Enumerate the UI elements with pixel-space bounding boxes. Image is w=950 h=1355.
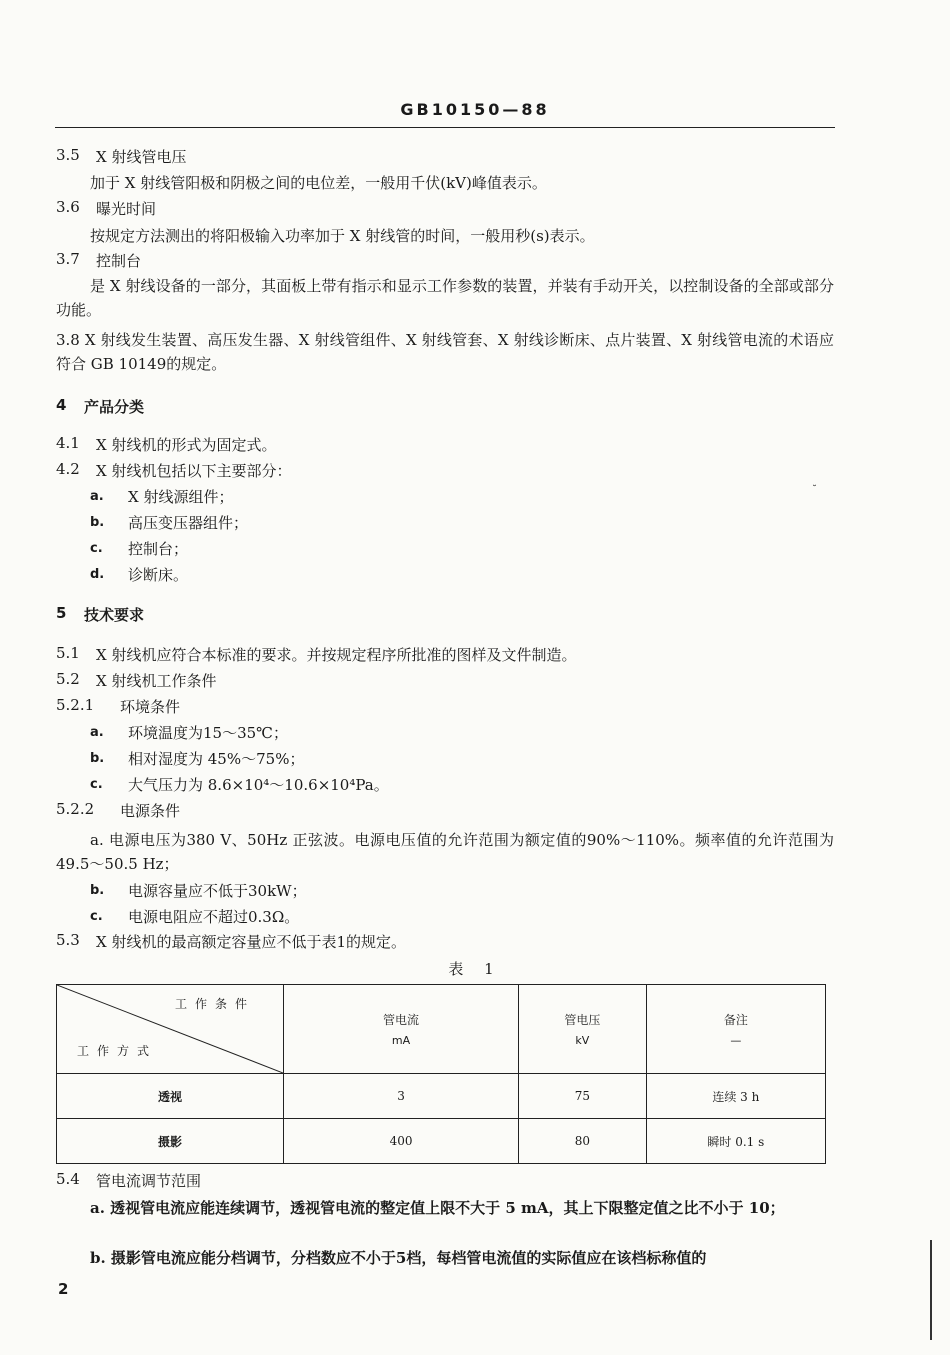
clause-3-7-title: 控制台 [96, 252, 142, 270]
list-item-letter: c. [90, 909, 103, 924]
rated-capacity-table [56, 984, 826, 1164]
clause-5-4-item-a: a. 透视管电流应能连续调节，透视管电流的整定值上限不大于 5 mA，其上下限整定值之比不小于 10； [90, 1199, 785, 1217]
column-header-label: 管电流 [383, 1013, 420, 1027]
clause-5-4-title: 管电流调节范围 [96, 1172, 202, 1190]
clause-4-2-number: 4.2 [56, 460, 80, 478]
table-row [57, 1074, 826, 1119]
list-item-text: 相对湿度为 45%～75%； [128, 750, 305, 768]
list-item-letter: b. [90, 883, 105, 898]
clause-4-1-text: X 射线机的形式为固定式。 [96, 436, 277, 454]
column-header-unit: — [730, 1034, 742, 1047]
section-4-title: 产品分类 [84, 398, 145, 416]
table-cell-mode: 摄影 [57, 1119, 284, 1164]
column-header [519, 985, 647, 1074]
column-header [284, 985, 519, 1074]
list-item-letter: d. [90, 567, 105, 582]
list-item-letter: c. [90, 541, 103, 556]
column-header-label: 备注 [723, 1013, 748, 1027]
clause-5-4-item-b: b. 摄影管电流应能分档调节，分档数应不小于5档，每档管电流值的实际值应在该档标称值的 [90, 1249, 707, 1267]
section-4-number: 4 [56, 396, 67, 414]
clause-5-1-number: 5.1 [56, 644, 80, 662]
list-item-text: 电源电阻应不超过0.3Ω。 [128, 908, 300, 926]
clause-4-2-text: X 射线机包括以下主要部分： [96, 462, 292, 480]
clause-4-1-number: 4.1 [56, 434, 80, 452]
list-item-letter: a. [90, 725, 104, 740]
clause-5-3-text: X 射线机的最高额定容量应不低于表1的规定。 [96, 933, 406, 951]
clause-3-7-body: 是 X 射线设备的一部分，其面板上带有指示和显示工作参数的装置，并装有手动开关，以控制设备的全部或部分功能。 [56, 277, 834, 319]
list-item-text: 高压变压器组件； [128, 514, 249, 532]
clause-5-3-number: 5.3 [56, 931, 80, 949]
clause-3-6-number: 3.6 [56, 198, 80, 216]
clause-5-4-number: 5.4 [56, 1170, 80, 1188]
section-5-number: 5 [56, 604, 67, 622]
table-header-row [57, 985, 826, 1074]
list-item-text: 电源容量应不低于30kW； [128, 882, 307, 900]
page-number: 2 [58, 1280, 69, 1298]
clause-3-7-number: 3.7 [56, 250, 80, 268]
table-caption: 表 1 [448, 960, 502, 978]
table-cell-note: 瞬时 0.1 s [646, 1119, 825, 1164]
corner-label-bottom: 工作方式 [77, 1044, 158, 1058]
list-item-text: 大气压力为 8.6×10⁴～10.6×10⁴Pa。 [128, 776, 389, 794]
list-item-letter: c. [90, 777, 103, 792]
clause-3-6-title: 曝光时间 [96, 200, 157, 218]
table-cell-note: 连续 3 h [646, 1074, 825, 1119]
clause-5-2-number: 5.2 [56, 670, 80, 688]
clause-3-5-number: 3.5 [56, 146, 80, 164]
scan-edge-line [930, 1240, 932, 1340]
clause-3-8-text: 3.8 X 射线发生装置、高压发生器、X 射线管组件、X 射线管套、X 射线诊断床、点片装置、X 射线管电流的术语应符合 GB 10149的规定。 [56, 331, 834, 373]
list-item-letter: b. [90, 515, 105, 530]
list-item-letter: a. [90, 489, 104, 504]
list-item-text: 环境温度为15～35℃； [128, 724, 288, 742]
clause-3-5-title: X 射线管电压 [96, 148, 187, 166]
clause-5-2-2-text: 电源条件 [120, 802, 181, 820]
table-cell-mode: 透视 [57, 1074, 284, 1119]
scan-mark: ˘ [812, 485, 817, 496]
table-cell-current: 400 [284, 1119, 519, 1164]
table-cell-voltage: 80 [519, 1119, 647, 1164]
list-item-text: X 射线源组件； [128, 488, 234, 506]
column-header-unit: kV [575, 1034, 590, 1047]
table-row [57, 1119, 826, 1164]
table-cell-current: 3 [284, 1074, 519, 1119]
header-rule [55, 127, 835, 128]
document-code-header: GB10150—88 [400, 100, 550, 119]
column-header [646, 985, 825, 1074]
list-item-text: 诊断床。 [128, 566, 189, 584]
clause-5-2-1-text: 环境条件 [120, 698, 181, 716]
clause-5-2-2-number: 5.2.2 [56, 800, 95, 818]
column-header-label: 管电压 [564, 1013, 601, 1027]
power-condition-a: a. 电源电压为380 V、50Hz 正弦波。电源电压值的允许范围为额定值的90%～110%。频率值的允许范围为49.5～50.5 Hz； [56, 831, 834, 873]
list-item-letter: b. [90, 751, 105, 766]
clause-5-2-1-number: 5.2.1 [56, 696, 95, 714]
section-5-title: 技术要求 [84, 606, 145, 624]
clause-5-1-text: X 射线机应符合本标准的要求。并按规定程序所批准的图样及文件制造。 [96, 646, 577, 664]
table-corner-cell [57, 985, 284, 1074]
clause-5-2-text: X 射线机工作条件 [96, 672, 217, 690]
clause-3-5-body: 加于 X 射线管阳极和阴极之间的电位差，一般用千伏(kV)峰值表示。 [90, 174, 547, 192]
column-header-unit: mA [391, 1034, 411, 1047]
corner-label-top: 工作条件 [174, 997, 255, 1011]
clause-3-6-body: 按规定方法测出的将阳极输入功率加于 X 射线管的时间，一般用秒(s)表示。 [90, 227, 595, 245]
table-cell-voltage: 75 [519, 1074, 647, 1119]
list-item-text: 控制台； [128, 540, 189, 558]
